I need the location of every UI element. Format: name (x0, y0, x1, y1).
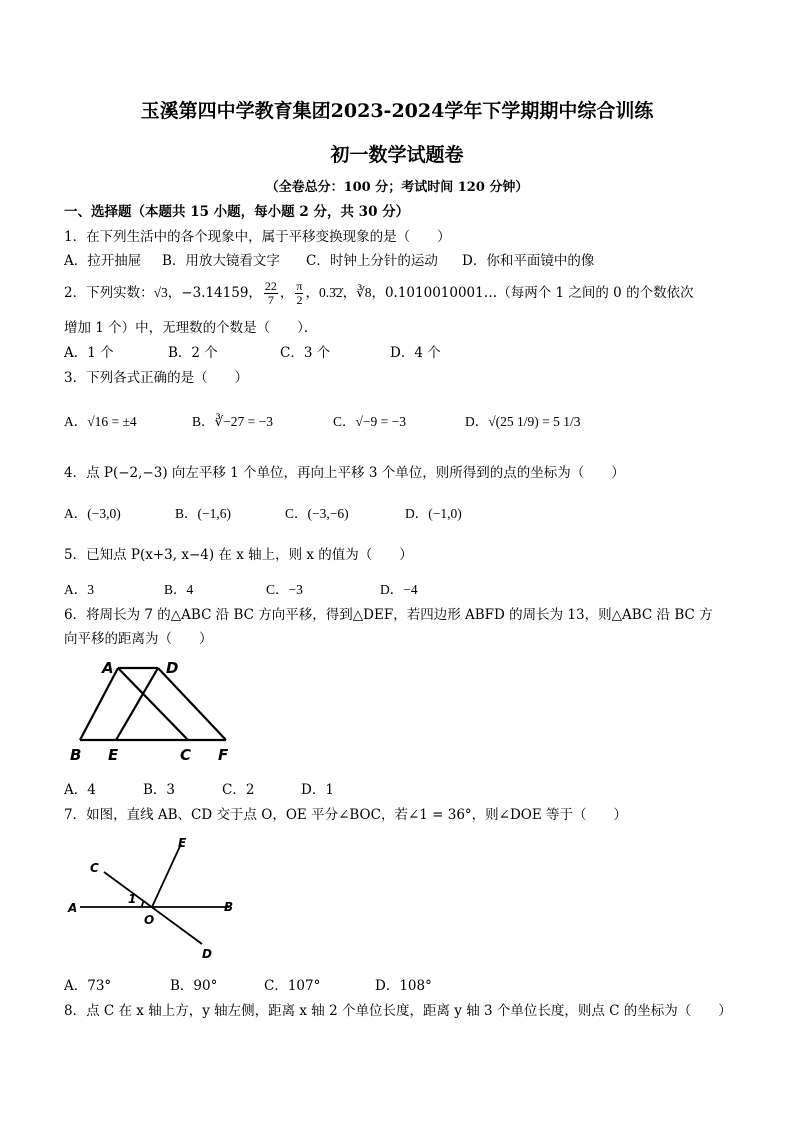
q3-option-c: C．√−9 = −3 (333, 414, 407, 429)
q7-option-a: A．73° (64, 978, 112, 994)
segment-df (158, 668, 226, 740)
label-f: F (218, 746, 229, 764)
question-3-stem: 3．下列各式正确的是（ ） (64, 370, 249, 386)
translation-figure (68, 652, 268, 768)
q3-option-d: D．√(25 1/9) = 5 1/3 (465, 414, 581, 429)
q6-option-d: D．1 (301, 782, 334, 798)
label-d: D (166, 659, 179, 677)
q2-text-2: ，0.1010010001…（每两个 1 之间的 0 的个数依次 (371, 285, 694, 301)
q2-comma-3: ， (342, 285, 357, 301)
q2-option-b: B．2 个 (168, 345, 218, 361)
label-c: C (180, 746, 192, 764)
label-b: B (224, 900, 234, 914)
q2-option-c: C．3 个 (280, 345, 331, 361)
q7-option-b: B．90° (170, 978, 218, 994)
q2-frac-den: 7 (267, 293, 274, 307)
q2-pi-den: 2 (296, 293, 303, 307)
q6-option-b: B．3 (143, 782, 176, 798)
label-angle-1: 1 (128, 892, 137, 906)
ray-oe (152, 844, 181, 907)
q2-option-d: D．4 个 (390, 345, 441, 361)
segment-ab (80, 668, 118, 740)
question-2-stem (64, 275, 694, 311)
q7-option-c: C．107° (264, 978, 321, 994)
intersecting-lines-figure (64, 832, 254, 964)
q1-option-d: D．你和平面镜中的像 (462, 253, 595, 269)
q3-option-b: B．∛−27 = −3 (192, 414, 273, 429)
q2-pi-num: π (296, 279, 303, 293)
question-6-stem: 6．将周长为 7 的△ABC 沿 BC 方向平移，得到△DEF，若四边形 ABFD 的周长为 13，则△ABC 沿 BC 方 (64, 607, 713, 623)
q7-option-d: D．108° (375, 978, 432, 994)
angle-1-arc (142, 901, 144, 907)
q2-fraction-pi-2 (295, 280, 303, 307)
q5-option-a: A．3 (64, 582, 94, 597)
exam-note: （全卷总分：100 分；考试时间 120 分钟） (265, 180, 529, 195)
q4-option-d: D．(−1,0) (405, 506, 462, 521)
q2-text-1: ，−3.14159， (167, 285, 262, 301)
q2-repeating-decimal: 0.3̇2̇ (318, 285, 343, 300)
label-e: E (108, 746, 119, 764)
label-a: A (68, 901, 78, 915)
label-d: D (202, 947, 212, 961)
question-6-line2: 向平移的距离为（ ） (64, 631, 213, 647)
label-a: A (102, 659, 114, 677)
segment-ac (118, 668, 188, 740)
q6-option-c: C．2 (222, 782, 255, 798)
line-cd (104, 872, 202, 944)
exam-subtitle: 初一数学试题卷 (330, 144, 464, 166)
section-heading: 一、选择题（本题共 15 小题，每小题 2 分，共 30 分） (64, 204, 410, 220)
question-8-stem: 8．点 C 在 x 轴上方，y 轴左侧，距离 x 轴 2 个单位长度，距离 y 轴 3 个单位长度，则点 C 的坐标为（ ） (64, 1003, 732, 1019)
question-7-stem: 7．如图，直线 AB、CD 交于点 O，OE 平分∠BOC，若∠1 = 36°，则∠DOE 等于（ ） (64, 807, 628, 823)
q1-option-b: B．用放大镜看文字 (162, 253, 280, 269)
question-2-line2: 增加 1 个）中，无理数的个数是（ ）． (64, 320, 318, 336)
q2-cbrt8: ∛8 (356, 285, 372, 300)
label-b: B (70, 746, 82, 764)
q2-option-a: A．1 个 (64, 345, 114, 361)
question-1-stem: 1．在下列生活中的各个现象中，属于平移变换现象的是（ ） (64, 229, 451, 245)
label-e: E (178, 836, 187, 850)
q3-option-a: A．√16 = ±4 (64, 414, 137, 429)
exam-title: 玉溪第四中学教育集团2023-2024学年下学期期中综合训练 (140, 100, 654, 122)
question-4-stem: 4．点 P(−2,−3) 向左平移 1 个单位，再向上平移 3 个单位，则所得到的点的坐标为（ ） (64, 465, 625, 481)
q1-option-c: C．时钟上分针的运动 (306, 253, 438, 269)
q2-comma-2: ， (305, 285, 319, 301)
q5-option-d: D．−4 (380, 582, 418, 597)
q2-sqrt3: √3 (153, 285, 168, 300)
q2-fraction-22-7 (264, 280, 278, 307)
label-c: C (90, 861, 99, 875)
q1-option-a: A．拉开抽屉 (64, 253, 142, 269)
q2-frac-num: 22 (264, 279, 277, 293)
label-o: O (144, 913, 155, 927)
q4-option-a: A．(−3,0) (64, 506, 121, 521)
q4-option-c: C．(−3,−6) (285, 506, 349, 521)
question-5-stem: 5．已知点 P(x+3, x−4) 在 x 轴上，则 x 的值为（ ） (64, 547, 413, 563)
q4-option-b: B．(−1,6) (175, 506, 231, 521)
q5-option-b: B．4 (164, 582, 194, 597)
q5-option-c: C．−3 (266, 582, 303, 597)
q2-number: 2．下列实数： (64, 285, 154, 301)
q2-comma-1: ， (279, 285, 294, 301)
q6-option-a: A．4 (64, 782, 96, 798)
